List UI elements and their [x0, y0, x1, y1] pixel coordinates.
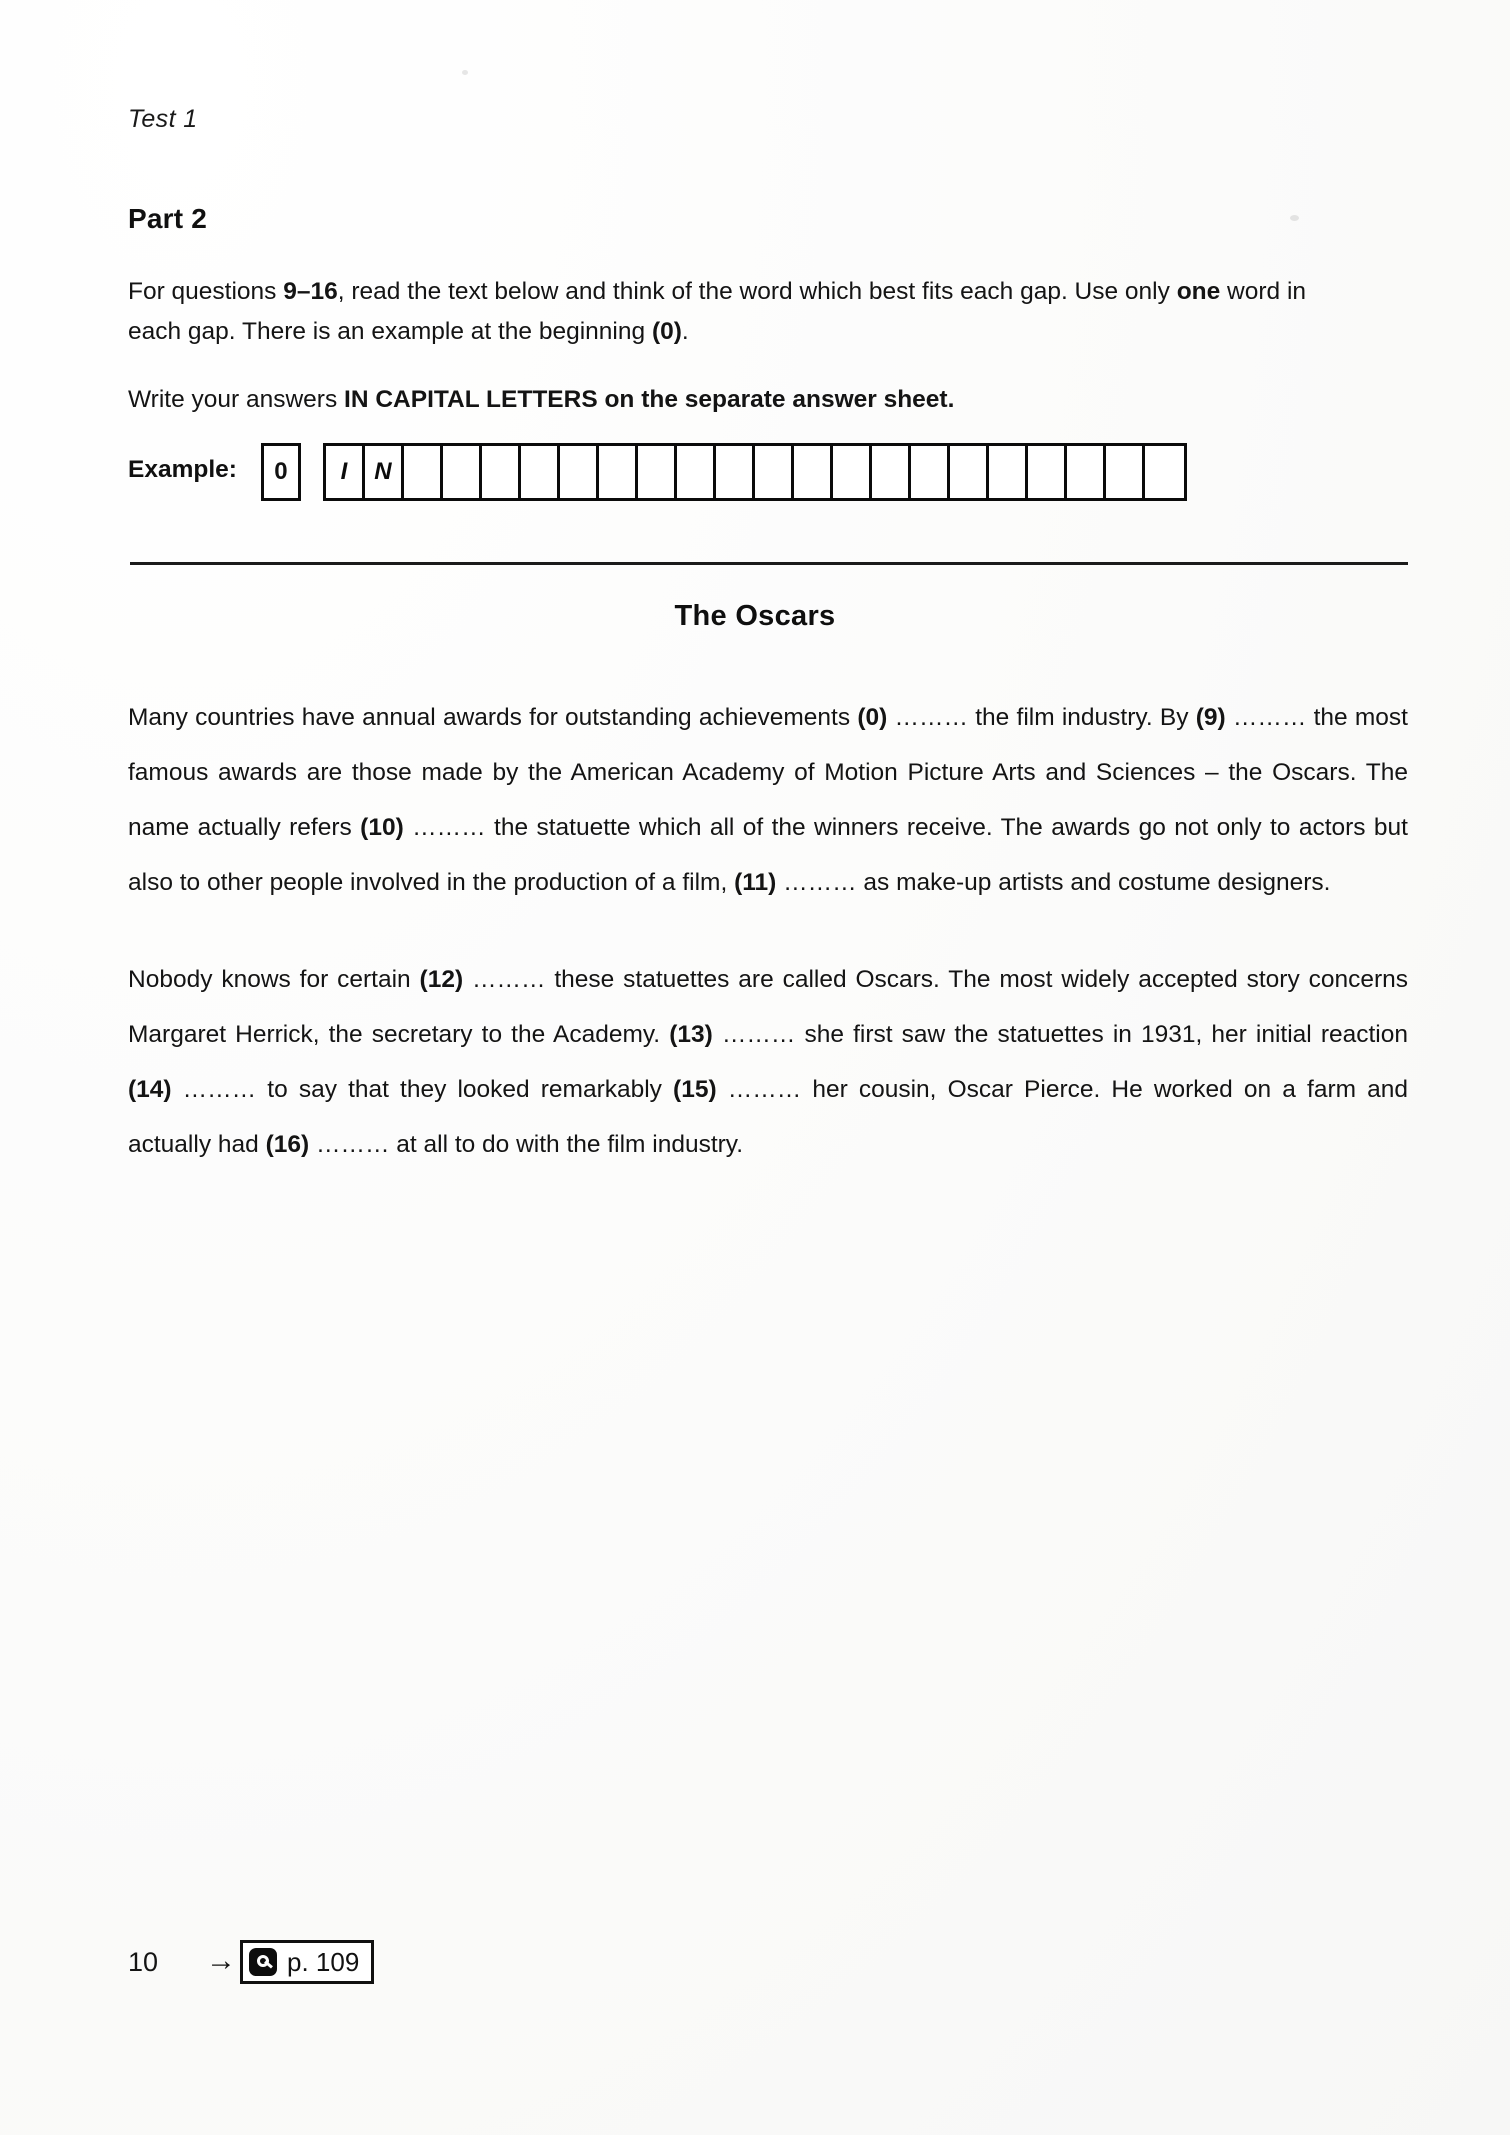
body-text: ……… the film industry. By [887, 704, 1196, 731]
answer-cell[interactable] [911, 446, 950, 498]
answer-cell[interactable] [404, 446, 443, 498]
answer-cell[interactable] [833, 446, 872, 498]
answer-cell[interactable] [560, 446, 599, 498]
running-head: Test 1 [128, 105, 198, 133]
answer-cell[interactable] [755, 446, 794, 498]
answer-cell[interactable]: I [326, 446, 365, 498]
gap-number: (15) [673, 1076, 717, 1103]
capitals-prefix: Write your answers [128, 386, 345, 413]
answer-cell[interactable] [482, 446, 521, 498]
gap-number: (9) [1195, 704, 1226, 731]
gap-number: (12) [419, 966, 464, 993]
example-answer-row [128, 443, 1187, 501]
gap-number: (13) [669, 1021, 713, 1048]
answer-cell[interactable] [599, 446, 638, 498]
body-text: ……… the statuette which all of the winners receive. The awards go not only to actors but also to other people involved in the production of a film, [128, 814, 1408, 896]
gap-number: (14) [128, 1076, 172, 1103]
instruction-end: . [681, 318, 689, 345]
instruction-example-ref: (0) [651, 318, 682, 345]
section-divider [130, 562, 1408, 565]
answer-cell[interactable] [1106, 446, 1145, 498]
example-answer-grid[interactable] [323, 443, 1187, 501]
answer-cell[interactable] [950, 446, 989, 498]
gap-number: (0) [857, 704, 888, 731]
answer-cell[interactable] [521, 446, 560, 498]
capitals-instruction [128, 380, 1378, 420]
answer-cell[interactable] [1028, 446, 1067, 498]
instruction-middle: , read the text below and think of the word which best fits each gap. Use only [337, 278, 1177, 305]
body-text: Nobody knows for certain [128, 966, 420, 993]
example-label: Example: [128, 456, 237, 483]
answer-cell[interactable] [677, 446, 716, 498]
instruction-prefix: For questions [128, 278, 284, 305]
gap-number: (10) [360, 814, 404, 841]
article-body [128, 690, 1408, 1172]
page-title: Part 2 [128, 203, 208, 234]
scan-speck [462, 70, 468, 75]
body-text: ……… her cousin, Oscar Pierce. He worked on a farm and actually had [128, 1076, 1408, 1158]
answer-cell[interactable] [989, 446, 1028, 498]
answer-cell[interactable]: N [365, 446, 404, 498]
arrow-right-icon: → [206, 1944, 236, 1977]
paragraph-2 [128, 952, 1408, 1172]
paragraph-1 [128, 690, 1408, 910]
body-text: Many countries have annual awards for outstanding achievements [128, 704, 858, 731]
answer-cell[interactable] [872, 446, 911, 498]
answer-cell[interactable] [638, 446, 677, 498]
gap-number: (11) [734, 869, 777, 896]
instruction-one-emphasis: one [1176, 278, 1221, 305]
instruction-suffix: word in each gap. There is an example at the beginning [128, 278, 1307, 345]
answer-cell[interactable] [794, 446, 833, 498]
answer-cell[interactable] [716, 446, 755, 498]
task-instructions [128, 272, 1308, 352]
scan-speck [1290, 215, 1299, 221]
answer-cell[interactable] [443, 446, 482, 498]
body-text: ……… she first saw the statuettes in 1931, her initial reaction [712, 1021, 1408, 1048]
answer-key-reference[interactable] [240, 1940, 374, 1984]
instruction-question-range: 9–16 [283, 278, 338, 305]
body-text: ……… to say that they looked remarkably [171, 1076, 674, 1103]
page-footer [128, 1940, 374, 1984]
answer-cell[interactable] [1145, 446, 1184, 498]
article-title: The Oscars [674, 600, 836, 632]
page-number: 10 [128, 1946, 159, 1977]
answer-cell[interactable] [1067, 446, 1106, 498]
answer-key-page-label: p. 109 [287, 1946, 360, 1977]
example-question-number-box: 0 [261, 443, 301, 501]
body-text: ……… at all to do with the film industry. [309, 1131, 744, 1158]
body-text: ……… as make-up artists and costume designers. [776, 869, 1331, 896]
capitals-emphasis: IN CAPITAL LETTERS on the separate answer sheet. [344, 386, 955, 413]
gap-number: (16) [265, 1131, 310, 1158]
answer-key-icon [249, 1948, 277, 1976]
body-text: ……… the most famous awards are those made by the American Academy of Motion Picture Arts and Sciences – the Oscars. The name actually refers [128, 704, 1408, 841]
body-text: ……… these statuettes are called Oscars. The most widely accepted story concerns Margaret Herrick, the secretary to the Academy. [128, 966, 1408, 1048]
